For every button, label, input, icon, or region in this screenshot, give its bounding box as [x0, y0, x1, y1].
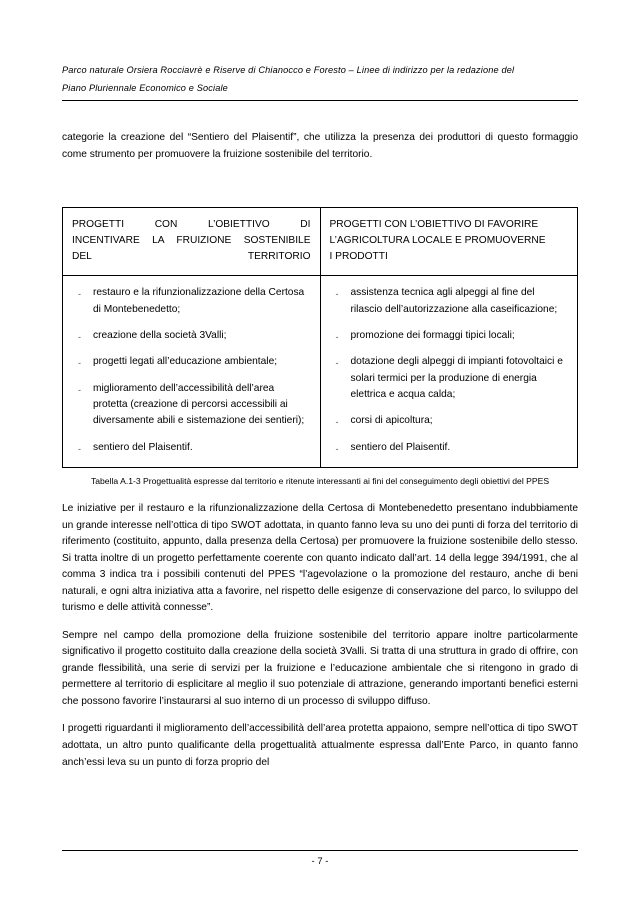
page-footer — [62, 850, 578, 867]
page-header — [62, 62, 578, 101]
list-item: - assistenza tecnica agli alpeggi al fine del rilascio dell’autorizzazione alla caseificazione; — [330, 285, 569, 318]
list-item: - sentiero del Plaisentif. — [72, 440, 311, 456]
list-item: - promozione dei formaggi tipici locali; — [330, 328, 569, 344]
list-item: - dotazione degli alpeggi di impianti fotovoltaici e solari termici per la produzione di energia elettrica e acqua calda; — [330, 354, 569, 403]
list-item: - progetti legati all’educazione ambientale; — [72, 354, 311, 370]
header-line-1: Parco naturale Orsiera Rocciavrè e Riserve di Chianocco e Foresto – Linee di indirizzo per la redazione del — [62, 65, 515, 75]
paragraph-3: I progetti riguardanti il miglioramento dell’accessibilità dell’area protetta appaiono, sempre nell’ottica di tipo SWOT adottata, un altro punto qualificante della progettualità attualmente espressa dall’Ente Parco, in quanto fanno anch’essi leva su un punto di forza proprio del — [62, 723, 578, 768]
table-body-row — [63, 276, 578, 468]
header-line-2: Piano Pluriennale Economico e Sociale — [62, 82, 228, 93]
list-item: - restauro e la rifunzionalizzazione della Certosa di Montebenedetto; — [72, 285, 311, 318]
paragraph-2: Sempre nel campo della promozione della fruizione sostenibile del territorio appare inoltre particolarmente significativo il progetto costituito dalla creazione della società 3Valli. Si tratta di una struttura in grado di offrire, con grande flessibilità, una serie di servizi per la fruizione e l’educazione ambientale che si ritengono in grado di permettere al territorio di esplicitare al meglio il suo potenziale di attrazione, generando importanti benefici esterni che possono favorire l’instaurarsi al suo interno di un processo di sviluppo diffuso. — [62, 629, 578, 707]
table-cell-right — [320, 276, 578, 468]
table-header-left-line-1: PROGETTI CON L’OBIETTIVO DI — [72, 219, 311, 231]
projects-table — [62, 207, 578, 468]
paragraph-1: Le iniziative per il restauro e la rifunzionalizzazione della Certosa di Montebenedetto presentano indubbiamente un grande interesse nell’ottica di tipo SWOT adottata, in quanto fanno leva su uno dei punti di forza del territorio di riferimento (costituito, appunto, dalla presenza della Certosa) per promuovere la fruizione sostenibile dello stesso. Si tratta inoltre di un progetto perfettamente coerente con quanto indicato dall’art. 14 della legge 394/1991, che al comma 3 indica tra i possibili contenuti del PPES “l’agevolazione o la promozione del restauro, anche di beni naturali, e ogni altra iniziativa atta a favorire, nel rispetto delle esigenze di conservazione del parco, lo sviluppo del turismo e delle attività connesse”. — [62, 503, 578, 614]
list-item: - sentiero del Plaisentif. — [330, 440, 569, 456]
intro-paragraph: categorie la creazione del “Sentiero del Plaisentif”, che utilizza la presenza dei produttori di questo formaggio come strumento per promuovere la fruizione sostenibile del territorio. — [62, 132, 578, 160]
right-project-list — [330, 285, 569, 456]
table-header-left — [63, 208, 321, 276]
table-cell-left — [63, 276, 321, 468]
table-header-row — [63, 208, 578, 276]
table-header-right-line-1: PROGETTI CON L’OBIETTIVO DI FAVORIRE — [329, 219, 539, 231]
page-number: - 7 - — [311, 856, 329, 867]
list-item: - miglioramento dell’accessibilità dell’area protetta (creazione di percorsi accessibili ai diversamente abili e sistemazione dei sentieri); — [72, 381, 311, 430]
left-project-list — [72, 285, 311, 456]
table-header-right-line-3: I PRODOTTI — [329, 250, 388, 262]
list-item: - creazione della società 3Valli; — [72, 328, 311, 344]
page-content — [62, 130, 578, 782]
table-header-right-line-2: L’AGRICOLTURA LOCALE E PROMUOVERNE — [329, 234, 546, 246]
table-header-left-line-3: DEL TERRITORIO — [72, 250, 311, 262]
list-item: - corsi di apicoltura; — [330, 413, 569, 429]
table-header-left-line-2: INCENTIVARE LA FRUIZIONE SOSTENIBILE — [72, 234, 311, 246]
table-header-right — [320, 208, 578, 276]
table-caption: Tabella A.1-3 Progettualità espresse dal territorio e ritenute interessanti ai fini del conseguimento degli obiettivi del PPES — [90, 475, 550, 486]
